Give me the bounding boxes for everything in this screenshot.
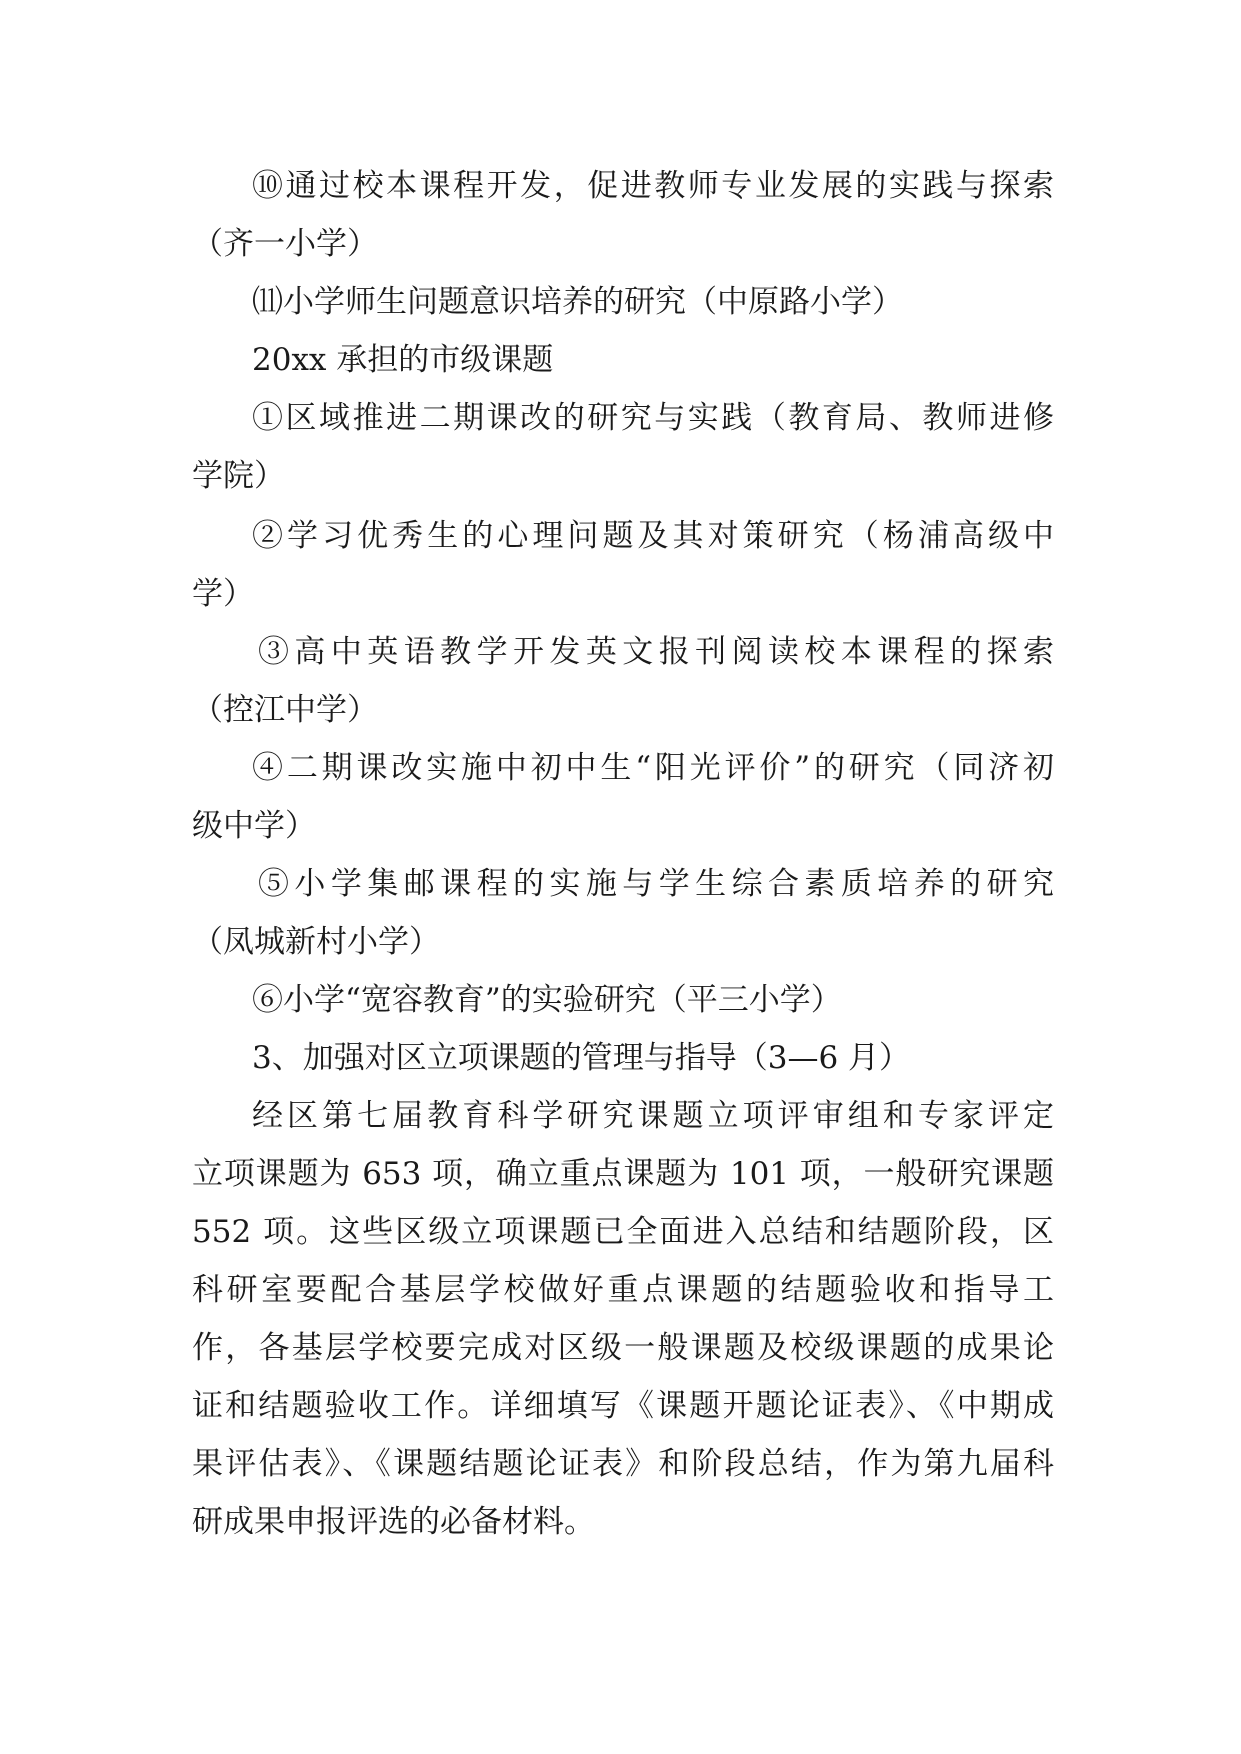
city-item-1-line-1: ①区域推进二期课改的研究与实践（教育局、教师进修 <box>252 400 1054 436</box>
city-item-2-line-1: ②学习优秀生的心理问题及其对策研究（杨浦高级中 <box>252 518 1054 554</box>
paragraph-line-1: 经区第七届教育科学研究课题立项评审组和专家评定 <box>252 1098 1054 1134</box>
paragraph-line-7: 果评估表》、《课题结题论证表》和阶段总结，作为第九届科 <box>192 1446 1054 1482</box>
city-item-6: ⑥小学“宽容教育”的实验研究（平三小学） <box>252 982 842 1018</box>
section-heading-city-projects: 20xx 承担的市级课题 <box>252 342 554 378</box>
paragraph-line-3: 552 项。这些区级立项课题已全面进入总结和结题阶段，区 <box>192 1214 1054 1250</box>
city-item-3-line-1: ③高中英语教学开发英文报刊阅读校本课程的探索 <box>258 634 1054 670</box>
paragraph-line-8: 研成果申报评选的必备材料。 <box>192 1504 595 1540</box>
city-item-2-line-2: 学） <box>192 576 254 612</box>
paragraph-line-6: 证和结题验收工作。详细填写《课题开题论证表》、《中期成 <box>192 1388 1054 1424</box>
paragraph-line-5: 作，各基层学校要完成对区级一般课题及校级课题的成果论 <box>192 1330 1054 1366</box>
item-10-line-2: （齐一小学） <box>192 226 378 262</box>
city-item-5-line-2: （凤城新村小学） <box>192 924 440 960</box>
item-10-line-1: ⑩通过校本课程开发，促进教师专业发展的实践与探索 <box>252 168 1054 204</box>
city-item-4-line-1: ④二期课改实施中初中生“阳光评价”的研究（同济初 <box>252 750 1054 786</box>
city-item-4-line-2: 级中学） <box>192 808 316 844</box>
paragraph-line-4: 科研室要配合基层学校做好重点课题的结题验收和指导工 <box>192 1272 1054 1308</box>
item-11: ⑾小学师生问题意识培养的研究（中原路小学） <box>252 284 903 320</box>
city-item-3-line-2: （控江中学） <box>192 692 378 728</box>
paragraph-line-2: 立项课题为 653 项，确立重点课题为 101 项，一般研究课题 <box>192 1156 1054 1192</box>
city-item-5-line-1: ⑤小学集邮课程的实施与学生综合素质培养的研究 <box>258 866 1054 902</box>
city-item-1-line-2: 学院） <box>192 458 285 494</box>
section-heading-3: 3、加强对区立项课题的管理与指导（3—6 月） <box>252 1040 911 1076</box>
